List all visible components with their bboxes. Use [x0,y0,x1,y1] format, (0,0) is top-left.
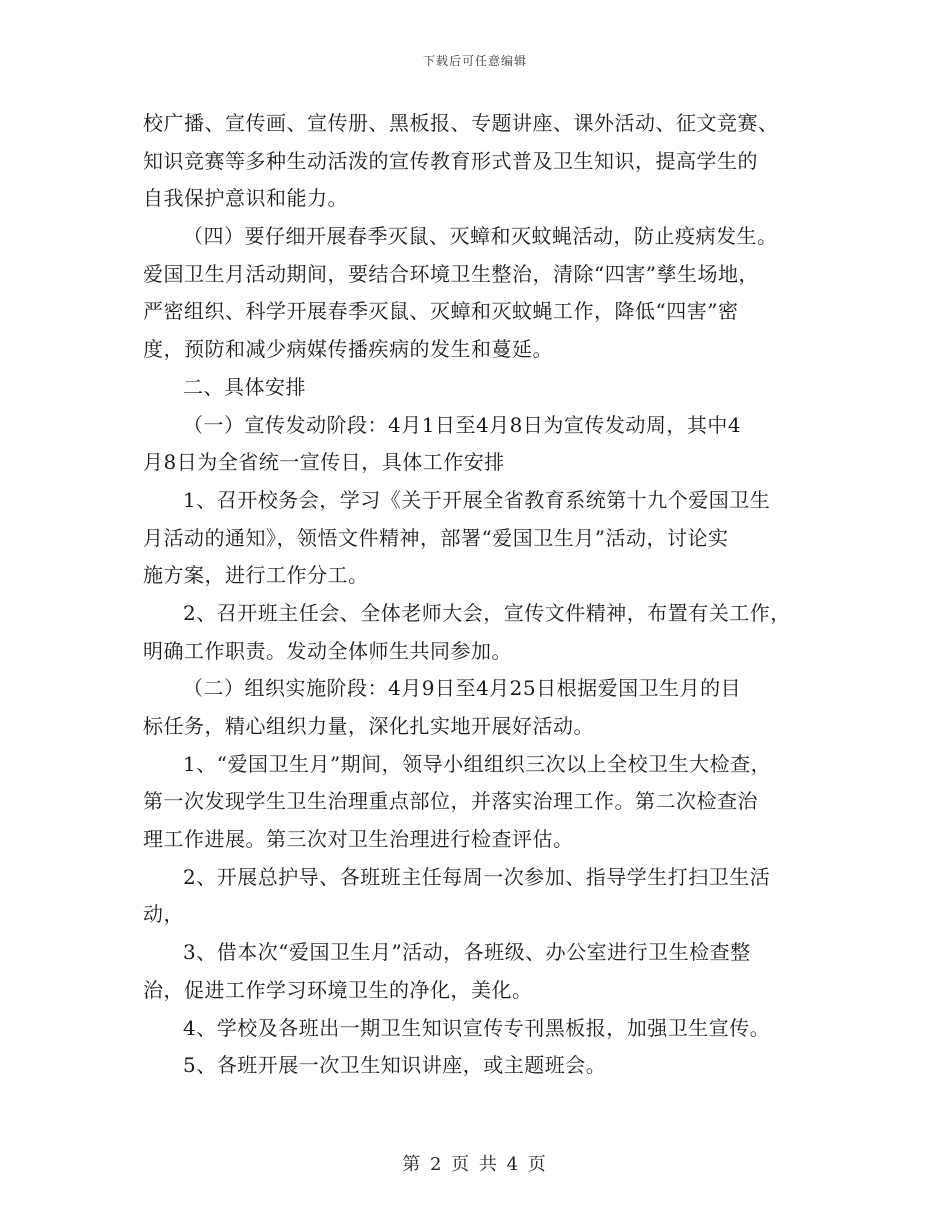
paragraph-line: 月8日为全省统一宣传日，具体工作安排 [143,450,505,475]
paragraph-line: 校广播、宣传画、宣传册、黑板报、专题讲座、课外活动、征文竞赛、 [143,111,779,135]
paragraph-line: 第一次发现学生卫生治理重点部位，并落实治理工作。第二次检查治 [143,789,758,814]
paragraph-line: 5、各班开展一次卫生知识讲座，或主题班会。 [183,1053,607,1078]
paragraph-line: 动， [143,902,184,927]
paragraph-line: 施方案，进行工作分工。 [143,563,369,588]
paragraph-line: （四）要仔细开展春季灭鼠、灭蟑和灭蚊蝇活动，防止疫病发生。 [183,224,778,249]
paragraph-line: 1、“爱国卫生月”期间，领导小组组织三次以上全校卫生大检查， [183,751,772,776]
paragraph-line: （二）组织实施阶段：4月9日至4月25日根据爱国卫生月的目 [183,676,742,701]
paragraph-line: 2、召开班主任会、全体老师大会，宣传文件精神，布置有关工作， [183,600,791,625]
paragraph-line: 1、召开校务会，学习《关于开展全省教育系统第十九个爱国卫生 [183,487,771,512]
paragraph-line: 理工作进展。第三次对卫生治理进行检查评估。 [143,827,574,852]
paragraph-line: 爱国卫生月活动期间，要结合环境卫生整治，清除“四害”孳生场地， [143,261,759,286]
paragraph-line: 度，预防和减少病媒传播疾病的发生和蔓延。 [143,337,553,362]
paragraph-line: 治，促进工作学习环境卫生的净化，美化。 [143,977,533,1002]
paragraph-line: 月活动的通知》，领悟文件精神，部署“爱国卫生月”活动，讨论实 [143,525,729,550]
paragraph-line: （一）宣传发动阶段：4月1日至4月8日为宣传发动周，其中4 [183,412,742,437]
paragraph-line: 明确工作职责。发动全体师生共同参加。 [143,638,512,663]
paragraph-line: 知识竞赛等多种生动活泼的宣传教育形式普及卫生知识，提高学生的 [143,148,758,173]
paragraph-line: 3、借本次“爱国卫生月”活动，各班级、办公室进行卫生检查整 [183,940,751,965]
paragraph-line: 严密组织、科学开展春季灭鼠、灭蟑和灭蚊蝇工作，降低“四害”密 [143,299,739,324]
document-body [143,105,823,1085]
paragraph-line: 自我保护意识和能力。 [143,186,348,211]
paragraph-line: 标任务，精心组织力量，深化扎实地开展好活动。 [143,714,594,738]
page-header: 下载后可任意编辑 [422,54,527,68]
paragraph-line: 4、学校及各班出一期卫生知识宣传专刊黑板报，加强卫生宣传。 [183,1015,771,1040]
paragraph-line: 2、开展总护导、各班班主任每周一次参加、指导学生打扫卫生活 [183,864,771,889]
section-heading: 二、具体安排 [183,374,306,399]
page-number: 第 2 页 共 4 页 [402,1154,548,1175]
